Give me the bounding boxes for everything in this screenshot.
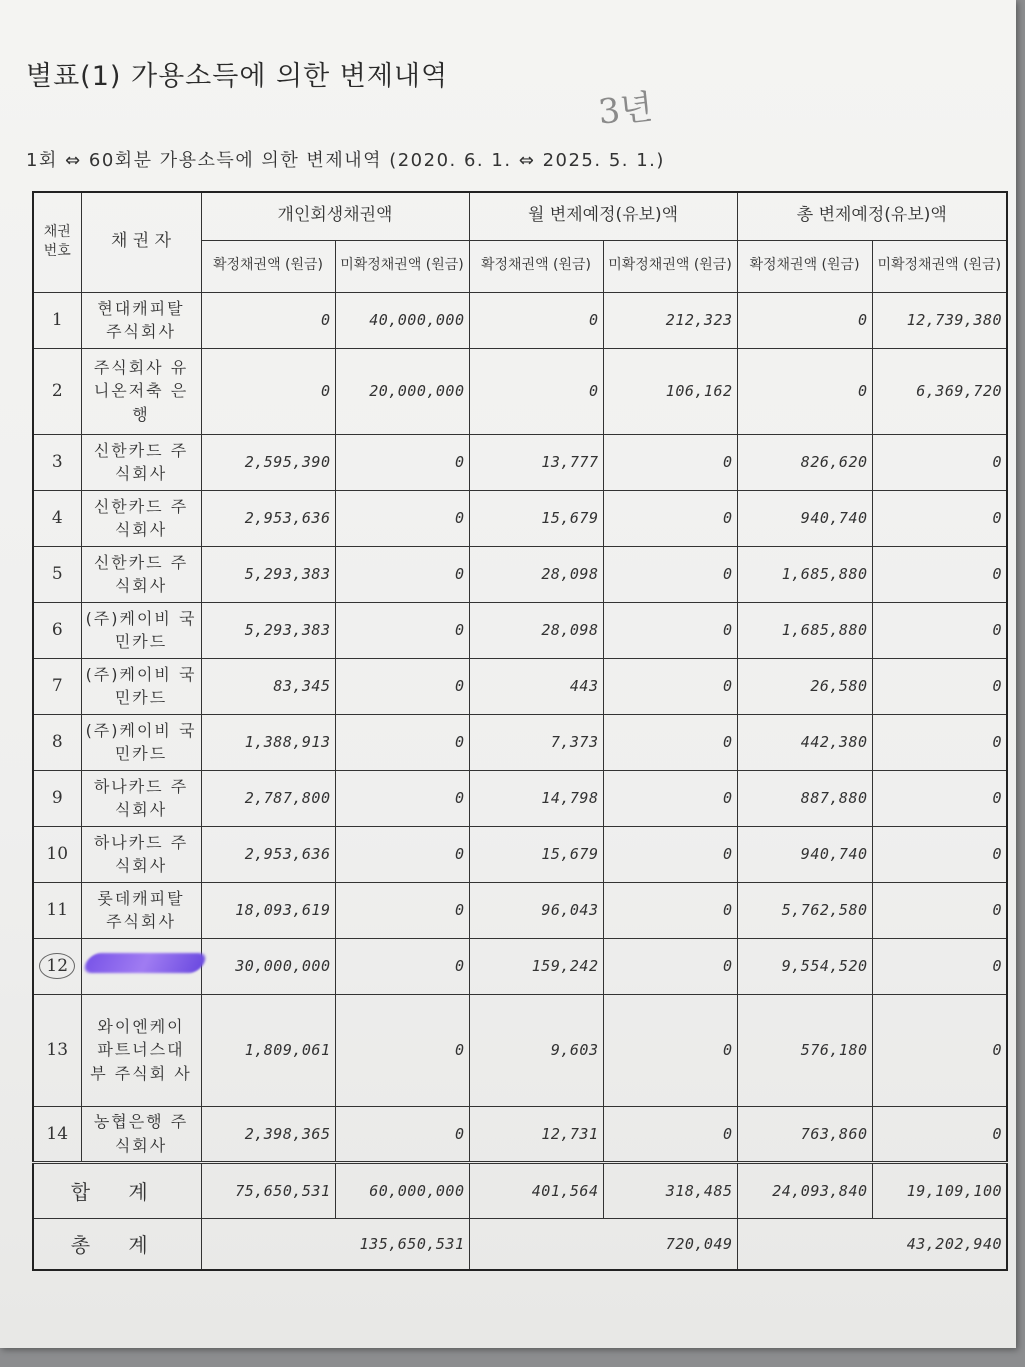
amount-cell: 0 [872, 826, 1007, 882]
amount-cell: 18,093,619 [201, 882, 335, 938]
amount-cell: 0 [872, 938, 1007, 994]
amount-cell: 0 [603, 434, 737, 490]
amount-cell: 212,323 [603, 292, 737, 348]
amount-cell: 5,293,383 [201, 602, 335, 658]
page-title: 별표(1) 가용소득에 의한 변제내역 [26, 61, 449, 92]
table-row [33, 938, 1007, 994]
handwritten-mark: 3년 [596, 87, 655, 133]
amount-cell: 0 [469, 292, 603, 348]
table-row [33, 292, 1007, 348]
amount-cell: 0 [603, 770, 737, 826]
amount-cell: 9,603 [469, 994, 603, 1106]
amount-cell: 887,880 [737, 770, 872, 826]
amount-cell: 0 [872, 714, 1007, 770]
amount-cell: 9,554,520 [737, 938, 872, 994]
creditor-name: 주식회사 유니온저축 은행 [81, 348, 201, 434]
amount-cell: 30,000,000 [201, 938, 335, 994]
header-unconfirmed: 미확정채권액 (원금) [335, 240, 469, 292]
creditor-number: 7 [33, 658, 81, 714]
amount-cell: 826,620 [737, 434, 872, 490]
amount-cell: 0 [469, 348, 603, 434]
amount-cell: 12,731 [469, 1106, 603, 1162]
table-row [33, 770, 1007, 826]
creditor-number: 9 [33, 770, 81, 826]
header-monthly: 월 변제예정(유보)액 [469, 192, 737, 240]
creditor-number: 4 [33, 490, 81, 546]
amount-cell: 83,345 [201, 658, 335, 714]
amount-cell: 0 [872, 1106, 1007, 1162]
amount-cell: 0 [603, 490, 737, 546]
amount-cell: 763,860 [737, 1106, 872, 1162]
amount-cell: 96,043 [469, 882, 603, 938]
subtotal-cell: 24,093,840 [737, 1162, 872, 1218]
amount-cell: 0 [603, 882, 737, 938]
amount-cell: 0 [872, 994, 1007, 1106]
amount-cell: 0 [335, 602, 469, 658]
header-creditor-no: 채권 번호 [33, 192, 81, 292]
amount-cell: 0 [335, 882, 469, 938]
subtotal-cell: 19,109,100 [872, 1162, 1007, 1218]
creditor-number: 13 [33, 994, 81, 1106]
creditor-name: 와이엔케이 파트너스대 부 주식회 사 [81, 994, 201, 1106]
creditor-name: 현대캐피탈 주식회사 [81, 292, 201, 348]
table-row [33, 1106, 1007, 1162]
amount-cell: 0 [603, 602, 737, 658]
amount-cell: 0 [603, 826, 737, 882]
creditor-number: 5 [33, 546, 81, 602]
table-row [33, 658, 1007, 714]
creditor-number: 11 [33, 882, 81, 938]
amount-cell: 0 [335, 1106, 469, 1162]
amount-cell: 159,242 [469, 938, 603, 994]
subtotal-cell: 318,485 [603, 1162, 737, 1218]
creditor-name: (주)케이비 국민카드 [81, 714, 201, 770]
amount-cell: 0 [603, 546, 737, 602]
amount-cell: 0 [335, 490, 469, 546]
creditor-name: 신한카드 주식회사 [81, 434, 201, 490]
amount-cell: 13,777 [469, 434, 603, 490]
amount-cell: 0 [335, 434, 469, 490]
amount-cell: 28,098 [469, 546, 603, 602]
amount-cell: 940,740 [737, 826, 872, 882]
amount-cell: 15,679 [469, 826, 603, 882]
amount-cell: 5,293,383 [201, 546, 335, 602]
creditor-number: 2 [33, 348, 81, 434]
amount-cell: 0 [872, 770, 1007, 826]
subtotal-cell: 401,564 [469, 1162, 603, 1218]
amount-cell: 0 [335, 826, 469, 882]
creditor-number: 6 [33, 602, 81, 658]
grand-total-label: 총 계 [33, 1218, 201, 1270]
amount-cell: 0 [335, 714, 469, 770]
table-row [33, 602, 1007, 658]
creditor-name: 농협은행 주식회사 [81, 1106, 201, 1162]
table-row [33, 714, 1007, 770]
header-unconfirmed: 미확정채권액 (원금) [603, 240, 737, 292]
amount-cell: 2,787,800 [201, 770, 335, 826]
creditor-name: 하나카드 주식회사 [81, 770, 201, 826]
amount-cell: 0 [872, 658, 1007, 714]
amount-cell: 0 [872, 490, 1007, 546]
amount-cell: 106,162 [603, 348, 737, 434]
header-creditor: 채 권 자 [81, 192, 201, 292]
table-row [33, 994, 1007, 1106]
header-confirmed: 확정채권액 (원금) [469, 240, 603, 292]
grand-total-cell: 720,049 [469, 1218, 737, 1270]
subtotal-row [33, 1162, 1007, 1218]
amount-cell: 0 [335, 938, 469, 994]
table-row [33, 434, 1007, 490]
amount-cell: 7,373 [469, 714, 603, 770]
circled-number: 12 [39, 953, 75, 979]
amount-cell: 0 [872, 434, 1007, 490]
amount-cell: 0 [872, 602, 1007, 658]
table-row [33, 546, 1007, 602]
header-confirmed: 확정채권액 (원금) [737, 240, 872, 292]
amount-cell: 0 [201, 292, 335, 348]
creditor-name: 하나카드 주식회사 [81, 826, 201, 882]
amount-cell: 442,380 [737, 714, 872, 770]
amount-cell: 443 [469, 658, 603, 714]
amount-cell: 0 [737, 292, 872, 348]
amount-cell: 0 [201, 348, 335, 434]
creditor-name: 신한카드 주식회사 [81, 490, 201, 546]
amount-cell: 0 [335, 994, 469, 1106]
subtotal-label: 합 계 [33, 1162, 201, 1218]
amount-cell: 6,369,720 [872, 348, 1007, 434]
amount-cell: 15,679 [469, 490, 603, 546]
header-total: 총 변제예정(유보)액 [737, 192, 1007, 240]
creditor-name: 롯데캐피탈 주식회사 [81, 882, 201, 938]
amount-cell: 576,180 [737, 994, 872, 1106]
amount-cell: 20,000,000 [335, 348, 469, 434]
creditor-number: 3 [33, 434, 81, 490]
creditor-number [33, 938, 81, 994]
repayment-table [32, 191, 1008, 1271]
amount-cell: 1,809,061 [201, 994, 335, 1106]
creditor-name: (주)케이비 국민카드 [81, 602, 201, 658]
redaction-mark [81, 953, 208, 973]
header-confirmed: 확정채권액 (원금) [201, 240, 335, 292]
table-row [33, 348, 1007, 434]
creditor-name: 신한카드 주식회사 [81, 546, 201, 602]
amount-cell: 940,740 [737, 490, 872, 546]
amount-cell: 0 [603, 938, 737, 994]
amount-cell: 5,762,580 [737, 882, 872, 938]
amount-cell: 0 [335, 770, 469, 826]
header-principal: 개인회생채권액 [201, 192, 469, 240]
amount-cell: 1,388,913 [201, 714, 335, 770]
amount-cell: 40,000,000 [335, 292, 469, 348]
subtotal-cell: 60,000,000 [335, 1162, 469, 1218]
amount-cell: 0 [603, 1106, 737, 1162]
amount-cell: 12,739,380 [872, 292, 1007, 348]
creditor-number: 1 [33, 292, 81, 348]
table-row [33, 826, 1007, 882]
table-row [33, 882, 1007, 938]
amount-cell: 0 [335, 658, 469, 714]
creditor-name [81, 938, 201, 994]
table-row [33, 490, 1007, 546]
grand-total-cell: 135,650,531 [201, 1218, 469, 1270]
grand-total-row [33, 1218, 1007, 1270]
amount-cell: 14,798 [469, 770, 603, 826]
amount-cell: 2,953,636 [201, 826, 335, 882]
amount-cell: 0 [737, 348, 872, 434]
creditor-name: (주)케이비 국민카드 [81, 658, 201, 714]
grand-total-cell: 43,202,940 [737, 1218, 1007, 1270]
amount-cell: 2,398,365 [201, 1106, 335, 1162]
creditor-number: 14 [33, 1106, 81, 1162]
amount-cell: 28,098 [469, 602, 603, 658]
creditor-number: 10 [33, 826, 81, 882]
amount-cell: 0 [603, 714, 737, 770]
creditor-number: 8 [33, 714, 81, 770]
page-subtitle: 1회 ⇔ 60회분 가용소득에 의한 변제내역 (2020. 6. 1. ⇔ 2025. 5. 1.) [26, 150, 665, 171]
amount-cell: 2,595,390 [201, 434, 335, 490]
amount-cell: 2,953,636 [201, 490, 335, 546]
amount-cell: 0 [335, 546, 469, 602]
amount-cell: 26,580 [737, 658, 872, 714]
subtotal-cell: 75,650,531 [201, 1162, 335, 1218]
amount-cell: 0 [603, 994, 737, 1106]
amount-cell: 0 [872, 882, 1007, 938]
amount-cell: 1,685,880 [737, 546, 872, 602]
amount-cell: 1,685,880 [737, 602, 872, 658]
header-unconfirmed: 미확정채권액 (원금) [872, 240, 1007, 292]
amount-cell: 0 [872, 546, 1007, 602]
amount-cell: 0 [603, 658, 737, 714]
